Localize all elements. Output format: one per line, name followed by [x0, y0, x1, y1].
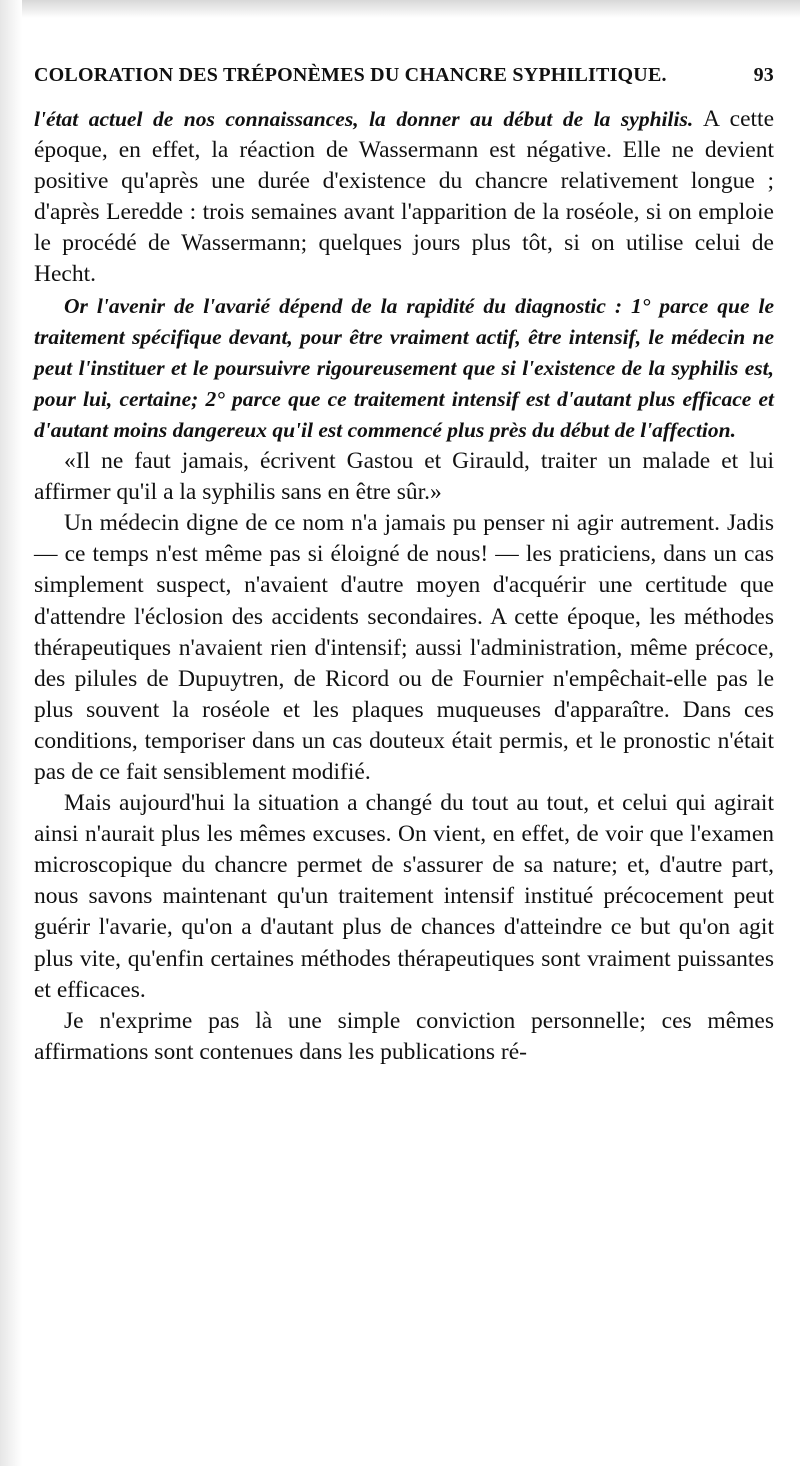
page-number: 93 — [753, 64, 774, 86]
body-text — [34, 104, 774, 1068]
page-header — [34, 64, 774, 96]
paragraph-1-text: A cette époque, en effet, la réaction de Wassermann est négative. Elle ne devient positive qu'après une durée d'existence du chancre relativement longue ; d'après Leredde : trois semaines avant l'apparition de la roséole, si on emploie le procédé de Wassermann; quelques jours plus tôt, si on utilise celui de Hecht. — [34, 106, 774, 288]
paragraph-3-quote: «Il ne faut jamais, écrivent Gastou et Girauld, traiter un malade et lui affirmer qu'il a la syphilis sans en être sûr.» — [34, 448, 774, 506]
page-gutter-shadow — [0, 0, 22, 1466]
running-head: COLORATION DES TRÉPONÈMES DU CHANCRE SYPHILITIQUE. — [34, 64, 667, 86]
paragraph-6: Je n'exprime pas là une simple conviction personnelle; ces mêmes affirmations sont contenues dans les publications ré- — [34, 1007, 774, 1065]
paragraph-2: Or l'avenir de l'avarié dépend de la rapidité du diagnostic : 1° parce que le traitement spécifique devant, pour être vraiment actif, être intensif, le médecin ne peut l'instituer et le poursuivre rigoureusement que si l'existence de la syphilis est, pour lui, certaine; 2° parce que ce traitement intensif est d'autant plus efficace et d'autant moins dangereux qu'il est commencé plus près du début de l'affection. — [34, 293, 774, 442]
paragraph-4: Un médecin digne de ce nom n'a jamais pu penser ni agir autrement. Jadis — ce temps n'est même pas si éloigné de nous! — les praticiens, dans un cas simplement suspect, n'avaient d'autre moyen d'acquérir une certitude que d'attendre l'éclosion des accidents secondaires. A cette époque, les méthodes thérapeutiques n'avaient rien d'intensif; aussi l'administration, même précoce, des pilules de Dupuytren, de Ricord ou de Fournier n'empêchait-elle pas le plus souvent la roséole et les plaques muqueuses d'apparaître. Dans ces conditions, temporiser dans un cas douteux était permis, et le pronostic n'était pas de ce fait sensiblement modifié. — [34, 510, 774, 785]
paragraph-5: Mais aujourd'hui la situation a changé du tout au tout, et celui qui agirait ainsi n'aurait plus les mêmes excuses. On vient, en effet, de voir que l'examen microscopique du chancre permet de s'assurer de sa nature; et, d'autre part, nous savons maintenant qu'un traitement intensif institué précocement peut guérir l'avarie, qu'on a d'autant plus de chances d'atteindre ce but qu'on agit plus vite, qu'enfin certaines méthodes thérapeutiques sont vraiment puissantes et efficaces. — [34, 790, 774, 1003]
paragraph-1-italic: l'état actuel de nos connaissances, la donner au début de la syphilis. — [34, 107, 694, 131]
page-top-shadow — [0, 0, 800, 18]
paragraph-1 — [34, 104, 774, 291]
